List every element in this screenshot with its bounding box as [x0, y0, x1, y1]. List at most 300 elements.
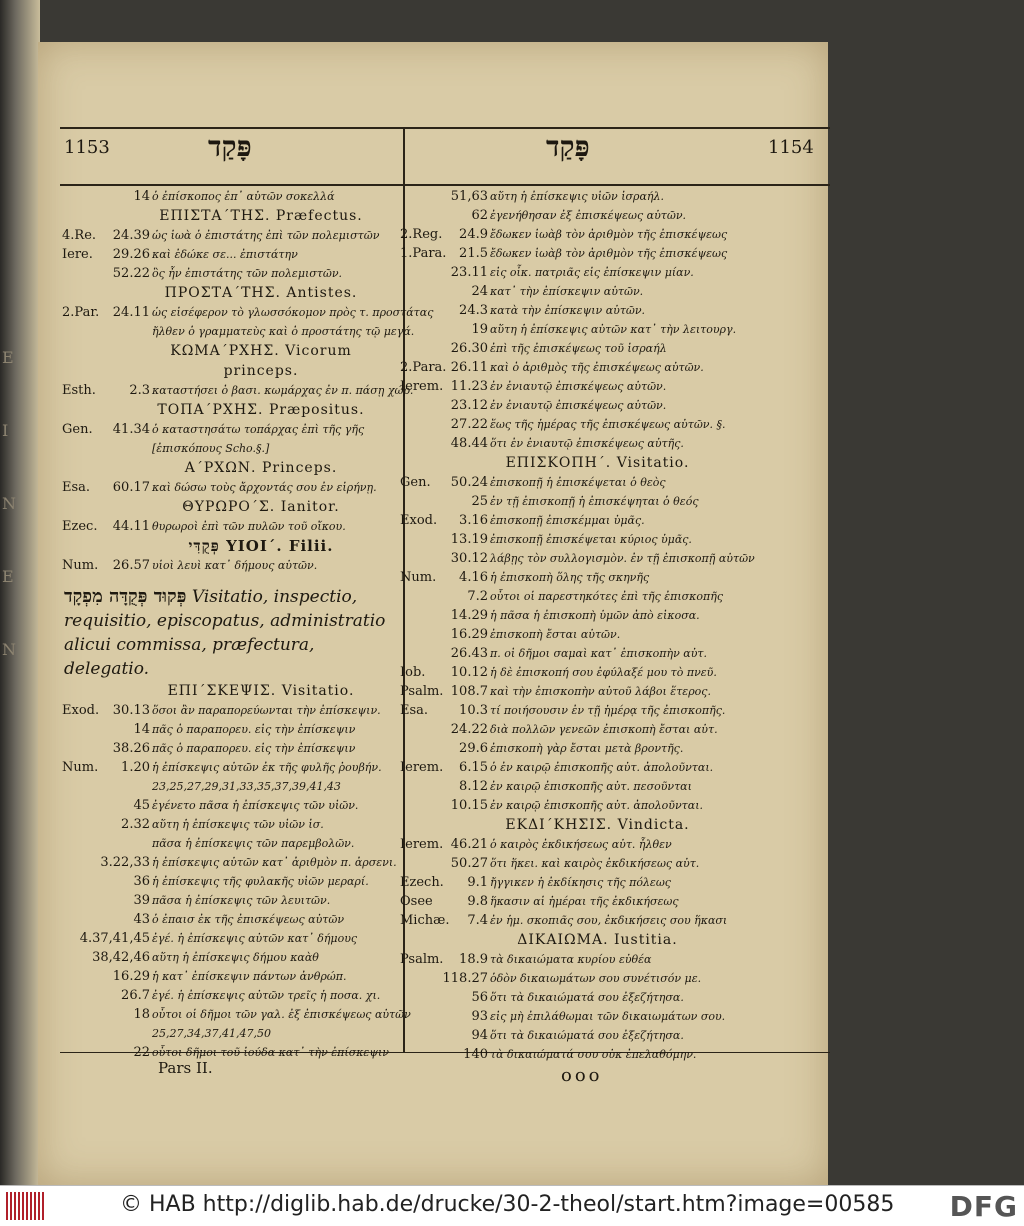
entry-heading: ΠΡΟΣΤΑ΄ΤΗΣ. Antistes.: [164, 285, 358, 301]
concordance-row: [62, 834, 400, 853]
verse-reference: [400, 530, 488, 549]
concordance-row: [400, 682, 735, 701]
verse-number: 44.11: [112, 519, 150, 534]
verse-number: 52.22: [112, 266, 150, 281]
concordance-row: [400, 358, 735, 377]
concordance-row: [62, 910, 400, 929]
concordance-row: [62, 187, 400, 206]
left-hebrew-heading: פָּקַד: [208, 130, 252, 163]
concordance-row: [62, 245, 400, 264]
verse-number: 60.17: [112, 480, 150, 495]
greek-quotation: λάβῃς τὸν συλλογισμὸν. ἐν τῇ ἐπισκοπῇ αὐτῶν: [490, 552, 755, 565]
concordance-row: [62, 226, 400, 245]
verse-reference: [400, 1045, 488, 1064]
verse-reference: [400, 244, 488, 263]
verse-reference: [400, 950, 488, 969]
verse-number: 26.43: [450, 646, 488, 661]
concordance-row: [400, 244, 735, 263]
verse-number: 26.30: [450, 341, 488, 356]
verse-number: 48.44: [450, 436, 488, 451]
concordance-row: [62, 420, 400, 439]
greek-quotation: ὁ καταστησάτω τοπάρχας ἐπὶ τῆς γῆς: [152, 423, 365, 436]
verse-number: 18: [133, 1007, 150, 1022]
greek-quotation: ἡ ἐπισκοπὴ ὅλης τῆς σκηνῆς: [490, 571, 650, 584]
book-name: Gen.: [62, 422, 93, 437]
book-name: Psalm.: [400, 952, 444, 967]
verse-number: 9.1: [467, 875, 488, 890]
concordance-row: [400, 644, 735, 663]
lemma-hebrew: פְּקוּד פְּקֻדָּה מִפְקָד: [64, 586, 187, 607]
verse-reference: [400, 873, 488, 892]
verse-reference: [400, 339, 488, 358]
concordance-row: [400, 1045, 735, 1064]
concordance-row: [400, 187, 735, 206]
greek-quotation: ἐγέ. ἡ ἐπίσκεψις αὐτῶν κατ᾽ δήμους: [152, 932, 358, 945]
verse-number: 7.4: [467, 913, 488, 928]
verse-number: 2.32: [121, 817, 150, 832]
concordance-row: [62, 777, 400, 796]
greek-quotation: ἡ ἐπίσκεψις αὐτῶν κατ᾽ ἀριθμὸν π. ἀρσενι.: [152, 856, 397, 869]
verse-number: 38,42,46: [92, 950, 150, 965]
verse-number: 9.8: [467, 894, 488, 909]
greek-quotation: αὕτη ἡ ἐπίσκεψις τῶν υἱῶν ἰσ.: [152, 818, 324, 831]
concordance-row: [400, 796, 735, 815]
verse-number: 50.27: [450, 856, 488, 871]
lemma-paragraph: [62, 575, 400, 681]
verse-number: 140: [463, 1047, 488, 1062]
greek-quotation: ὁδὸν δικαιωμάτων σου συνέτισόν με.: [490, 972, 702, 985]
greek-quotation: διὰ πολλῶν γενεῶν ἐπισκοπὴ ἔσται αὐτ.: [490, 723, 718, 736]
verse-reference: [62, 720, 150, 739]
concordance-row: [400, 758, 735, 777]
entry-heading: ΕΠΙΣΤΑ΄ΤΗΣ. Præfectus.: [159, 208, 363, 224]
concordance-row: [400, 701, 735, 720]
right-entries: [400, 187, 755, 1064]
verse-reference: [400, 720, 488, 739]
concordance-row: [400, 663, 735, 682]
greek-quotation: ὁ καιρὸς ἐκδικήσεως αὐτ. ἦλθεν: [490, 838, 672, 851]
greek-quotation: κατ᾽ τὴν ἐπίσκεψιν αὐτῶν.: [490, 285, 644, 298]
concordance-row: [62, 517, 400, 536]
verse-reference: [400, 263, 488, 282]
left-page-number: 1153: [64, 137, 110, 158]
verse-number: 36: [133, 874, 150, 889]
greek-quotation: εἰς μὴ ἐπιλάθωμαι τῶν δικαιωμάτων σου.: [490, 1010, 726, 1023]
greek-quotation: ἕως τῆς ἡμέρας τῆς ἐπισκέψεως αὐτῶν. §.: [490, 418, 726, 431]
book-page: [38, 42, 828, 1185]
header-rule: [60, 184, 830, 186]
greek-quotation: ὡς εἰσέφερον τὸ γλωσσόκομον πρὸς τ. προστάτας: [152, 306, 434, 319]
verse-number: 45: [133, 798, 150, 813]
greek-quotation: πᾶσα ἡ ἐπίσκεψις τῶν λευιτῶν.: [152, 894, 331, 907]
verse-reference: [400, 415, 488, 434]
verse-reference: [62, 517, 150, 536]
concordance-row: [400, 473, 735, 492]
concordance-row: [62, 1005, 411, 1024]
verse-number: 10.15: [450, 798, 488, 813]
concordance-row: [400, 511, 735, 530]
verse-reference: [62, 815, 150, 834]
viewer-footer: [0, 1185, 1024, 1226]
verse-reference: [62, 245, 150, 264]
verse-number: 24.9: [459, 227, 488, 242]
concordance-row: [400, 282, 735, 301]
book-name: Osee: [400, 894, 433, 909]
concordance-row: [62, 739, 400, 758]
verse-number: 4.37,41,45: [79, 931, 150, 946]
verse-reference: [400, 969, 488, 988]
verse-number: 25: [471, 494, 488, 509]
concordance-row: [400, 263, 735, 282]
greek-quotation: ἐπισκοπὴ γὰρ ἔσται μετὰ βροντῆς.: [490, 742, 684, 755]
verse-reference: [62, 796, 150, 815]
concordance-row: [400, 606, 735, 625]
verse-reference: [400, 854, 488, 873]
greek-quotation: 25,27,34,37,41,47,50: [152, 1027, 271, 1040]
signature-mark: ooo: [561, 1065, 603, 1086]
concordance-row: [400, 1026, 735, 1045]
verse-number: 94: [471, 1028, 488, 1043]
verse-number: 46.21: [450, 837, 488, 852]
verse-number: 26.7: [121, 988, 150, 1003]
entry-heading: ΔΙΚΑΙΩΜΑ. Iustitia.: [517, 932, 678, 948]
concordance-row: [62, 701, 400, 720]
concordance-row: [400, 988, 735, 1007]
concordance-row: [400, 911, 735, 930]
greek-quotation: ἔδωκεν ἰωὰβ τὸν ἀριθμὸν τῆς ἐπισκέψεως: [490, 228, 728, 241]
verse-reference: [62, 556, 150, 575]
verse-number: 18.9: [459, 952, 488, 967]
concordance-row: [400, 415, 735, 434]
entry-heading: ΕΚΔΙ΄ΚΗΣΙΣ. Vindicta.: [505, 817, 690, 833]
concordance-row: [62, 264, 400, 283]
verse-number: 16.29: [112, 969, 150, 984]
verse-number: 3.22,33: [100, 855, 150, 870]
verse-reference: [400, 492, 488, 511]
top-rule: [60, 127, 830, 129]
concordance-row: [400, 206, 735, 225]
concordance-row: [62, 720, 400, 739]
greek-quotation: ἐν καιρῷ ἐπισκοπῆς αὐτ. πεσοῦνται: [490, 780, 692, 793]
concordance-row: [400, 969, 735, 988]
greek-quotation: πᾶς ὁ παραπορευ. εἰς τὴν ἐπίσκεψιν: [152, 723, 356, 736]
concordance-row: [62, 1024, 400, 1043]
verse-number: 30.13: [112, 703, 150, 718]
greek-quotation: [ἐπισκόπους Scho.§.]: [152, 442, 270, 455]
concordance-row: [62, 853, 400, 872]
greek-quotation: ἐν τῇ ἐπισκοπῇ ἡ ἐπισκέψηται ὁ θεός: [490, 495, 699, 508]
entry-heading: ΕΠΙΣΚΟΠΗ΄. Visitatio.: [505, 455, 690, 471]
concordance-row: [62, 322, 415, 341]
concordance-row: [62, 872, 400, 891]
greek-quotation: ἡ ἐπίσκεψις τῆς φυλακῆς υἱῶν μεραρί.: [152, 875, 369, 888]
book-name: Ierem.: [400, 379, 444, 394]
greek-quotation: ἐπισκοπῇ ἡ ἐπισκέψεται ὁ θεὸς: [490, 476, 666, 489]
verse-reference: [400, 911, 488, 930]
verse-reference: [400, 377, 488, 396]
verse-number: 3.16: [459, 513, 488, 528]
concordance-row: [400, 835, 735, 854]
concordance-row: [62, 948, 400, 967]
pars-label: Pars II.: [158, 1059, 213, 1077]
concordance-row: [400, 587, 735, 606]
book-name: Esa.: [62, 480, 91, 495]
book-name: Ierem.: [400, 837, 444, 852]
book-name: Ierem.: [400, 760, 444, 775]
greek-quotation: ὅτι ἥκει. καὶ καιρὸς ἐκδικήσεως αὐτ.: [490, 857, 700, 870]
verse-number: 93: [471, 1009, 488, 1024]
greek-quotation: οὗτοι οἱ παρεστηκότες ἐπὶ τῆς ἐπισκοπῆς: [490, 590, 723, 603]
right-page-number: 1154: [768, 137, 814, 158]
greek-quotation: ἐν ἡμ. σκοπιᾶς σου, ἐκδικήσεις σου ἥκασι: [490, 914, 728, 927]
verse-number: 10.3: [459, 703, 488, 718]
verse-reference: [400, 739, 488, 758]
verse-reference: [62, 226, 150, 245]
verse-reference: [62, 478, 150, 497]
concordance-row: [62, 929, 400, 948]
verse-reference: [400, 473, 488, 492]
greek-quotation: ἡ κατ᾽ ἐπίσκεψιν πάντων ἀνθρώπ.: [152, 970, 347, 983]
concordance-row: [400, 396, 735, 415]
verse-reference: [62, 986, 150, 1005]
verse-reference: [400, 835, 488, 854]
verse-reference: [400, 892, 488, 911]
verse-reference: [400, 282, 488, 301]
verse-reference: [400, 701, 488, 720]
verse-number: 41.34: [112, 422, 150, 437]
greek-quotation: ἐν καιρῷ ἐπισκοπῆς αὐτ. ἀπολοῦνται.: [490, 799, 704, 812]
concordance-row: [62, 815, 400, 834]
verse-reference: [400, 1007, 488, 1026]
verse-reference: [400, 777, 488, 796]
greek-quotation: ἥκασιν αἱ ἡμέραι τῆς ἐκδικήσεως: [490, 895, 679, 908]
right-hebrew-heading: פָּקַד: [546, 130, 590, 163]
verse-number: 19: [471, 322, 488, 337]
verse-number: 1.20: [121, 760, 150, 775]
greek-quotation: ἐπὶ τῆς ἐπισκέψεως τοῦ ἰσραήλ: [490, 342, 667, 355]
concordance-row: [400, 950, 735, 969]
greek-quotation: ἐν ἐνιαυτῷ ἐπισκέψεως αὐτῶν.: [490, 399, 667, 412]
book-name: Iob.: [400, 665, 426, 680]
verse-reference: [62, 929, 150, 948]
entry-heading: ΘΥΡΩΡΟ΄Σ. Ianitor.: [182, 499, 340, 515]
verse-number: 108.7: [450, 684, 488, 699]
adjacent-page-letter: I: [2, 421, 9, 440]
greek-quotation: ὅσοι ἂν παραπορεύωνται τὴν ἐπίσκεψιν.: [152, 704, 381, 717]
concordance-row: [62, 891, 400, 910]
verse-number: 29.26: [112, 247, 150, 262]
concordance-row: [400, 625, 735, 644]
lemma-latin: Visitatio, inspectio, requisitio, episcopatus, administratio alicui commissa, præfectura, delegatio.: [64, 587, 386, 679]
verse-reference: [62, 187, 150, 206]
verse-reference: [400, 663, 488, 682]
verse-reference: [400, 682, 488, 701]
verse-reference: [62, 910, 150, 929]
greek-quotation: υἱοὶ λευὶ κατ᾽ δήμους αὐτῶν.: [152, 559, 318, 572]
greek-quotation: καὶ δώσω τοὺς ἄρχοντάς σου ἐν εἰρήνῃ.: [152, 481, 377, 494]
greek-quotation: οὗτοι δῆμοι τοῦ ἰούδα κατ᾽ τὴν ἐπίσκεψιν: [152, 1046, 389, 1059]
verse-reference: [400, 225, 488, 244]
verse-number: 22: [133, 1045, 150, 1060]
entry-heading: פְּקֻדִּי ΥΙΟΙ΄. Filii.: [188, 537, 334, 555]
verse-number: 10.12: [450, 665, 488, 680]
verse-number: 16.29: [450, 627, 488, 642]
greek-quotation: ἤλθεν ὁ γραμματεὺς καὶ ὁ προστάτης τῷ μεγά.: [152, 325, 415, 338]
greek-quotation: αὕτη ἡ ἐπίσκεψις υἱῶν ἰσραήλ.: [490, 190, 664, 203]
verse-number: 23.11: [450, 265, 488, 280]
copyright-link[interactable]: © HAB http://diglib.hab.de/drucke/30-2-theol/start.htm?image=00585: [120, 1192, 895, 1217]
greek-quotation: αὕτη ἡ ἐπίσκεψις αὐτῶν κατ᾽ τὴν λειτουργ.: [490, 323, 737, 336]
greek-quotation: ὅτι τὰ δικαιώματά σου ἐξεζήτησα.: [490, 991, 684, 1004]
verse-reference: [62, 967, 150, 986]
adjacent-page-letter: N: [2, 640, 16, 659]
greek-quotation: ὅτι ἐν ἐνιαυτῷ ἐπισκέψεως αὐτῆς.: [490, 437, 684, 450]
verse-reference: [62, 891, 150, 910]
left-entries-2: [62, 681, 411, 1062]
verse-reference: [400, 1026, 488, 1045]
greek-quotation: ἔδωκεν ἰωὰβ τὸν ἀριθμὸν τῆς ἐπισκέψεως: [490, 247, 728, 260]
book-name: Michæ.: [400, 913, 450, 928]
concordance-row: [62, 796, 400, 815]
right-column: [400, 187, 755, 1064]
dfg-logo: DFG: [949, 1190, 1018, 1223]
greek-quotation: ἐπισκοπῇ ἐπισκέμμαι ὑμᾶς.: [490, 514, 645, 527]
verse-number: 50.24: [450, 475, 488, 490]
verse-number: 62: [471, 208, 488, 223]
concordance-row: [400, 777, 735, 796]
book-name: Gen.: [400, 475, 431, 490]
greek-quotation: ὡς ἰωὰ ὁ ἐπιστάτης ἐπὶ τῶν πολεμιστῶν: [152, 229, 380, 242]
book-name: Num.: [62, 558, 99, 573]
greek-quotation: αὕτη ἡ ἐπίσκεψις δήμου καὰθ: [152, 951, 319, 964]
concordance-row: [62, 439, 400, 458]
verse-number: 24.22: [450, 722, 488, 737]
verse-reference: [400, 358, 488, 377]
verse-reference: [400, 988, 488, 1007]
concordance-row: [62, 303, 434, 322]
verse-number: 7.2: [467, 589, 488, 604]
concordance-row: [400, 320, 735, 339]
verse-reference: [400, 568, 488, 587]
greek-quotation: θυρωροὶ ἐπὶ τῶν πυλῶν τοῦ οἴκου.: [152, 520, 346, 533]
concordance-row: [400, 434, 735, 453]
book-name: Psalm.: [400, 684, 444, 699]
verse-reference: [62, 853, 150, 872]
verse-reference: [62, 381, 150, 400]
book-name: 2.Para.: [400, 360, 447, 375]
greek-quotation: οὗτοι οἱ δῆμοι τῶν γαλ. ἐξ ἐπισκέψεως αὐτῶν: [152, 1008, 411, 1021]
greek-quotation: καὶ ὁ ἀριθμὸς τῆς ἐπισκέψεως αὐτῶν.: [490, 361, 704, 374]
concordance-row: [400, 1007, 735, 1026]
verse-number: 24.3: [459, 303, 488, 318]
concordance-row: [400, 892, 735, 911]
verse-reference: [62, 1043, 150, 1062]
greek-quotation: καταστήσει ὁ βασι. κωμάρχας ἐν π. πάσῃ χώρ.: [152, 384, 414, 397]
book-name: 1.Para.: [400, 246, 447, 261]
book-name: 4.Re.: [62, 228, 97, 243]
book-name: Ezech.: [400, 875, 444, 890]
verse-number: 27.22: [450, 417, 488, 432]
greek-quotation: ἐγενήθησαν ἐξ ἐπισκέψεως αὐτῶν.: [490, 209, 687, 222]
verse-reference: [62, 872, 150, 891]
verse-reference: [400, 587, 488, 606]
verse-reference: [62, 1005, 150, 1024]
greek-quotation: ἤγγικεν ἡ ἐκδίκησις τῆς πόλεως: [490, 876, 671, 889]
book-name: Exod.: [62, 703, 100, 718]
verse-reference: [62, 264, 150, 283]
library-logo-icon: [6, 1192, 44, 1220]
verse-reference: [62, 758, 150, 777]
concordance-row: [400, 854, 735, 873]
concordance-row: [400, 492, 735, 511]
greek-quotation: πᾶσα ἡ ἐπίσκεψις τῶν παρεμβολῶν.: [152, 837, 355, 850]
verse-reference: [400, 511, 488, 530]
verse-number: 56: [471, 990, 488, 1005]
concordance-row: [400, 225, 735, 244]
verse-number: 14: [133, 722, 150, 737]
greek-quotation: κατὰ τὴν ἐπίσκεψιν αὐτῶν.: [490, 304, 646, 317]
concordance-row: [400, 739, 735, 758]
verse-number: 11.23: [450, 379, 488, 394]
concordance-row: [400, 873, 735, 892]
greek-quotation: ὅτι τὰ δικαιώματά σου ἐξεζήτησα.: [490, 1029, 684, 1042]
book-name: Num.: [400, 570, 437, 585]
entry-heading: Α΄ΡΧΩΝ. Princeps.: [184, 460, 338, 476]
verse-number: 26.57: [112, 558, 150, 573]
greek-quotation: ἐγέ. ἡ ἐπίσκεψις αὐτῶν τρεῖς ἡ ποσα. χι.: [152, 989, 381, 1002]
adjacent-page-strip: [0, 340, 36, 740]
book-name: Num.: [62, 760, 99, 775]
verse-number: 14: [133, 189, 150, 204]
verse-number: 26.11: [450, 360, 488, 375]
greek-quotation: ὁ ἐπαισ ἐκ τῆς ἐπισκέψεως αὐτῶν: [152, 913, 345, 926]
verse-reference: [400, 625, 488, 644]
book-name: Esa.: [400, 703, 429, 718]
greek-quotation: καὶ ἐδώκε σε... ἐπιστάτην: [152, 248, 298, 261]
concordance-row: [400, 720, 735, 739]
verse-reference: [62, 701, 150, 720]
greek-quotation: καὶ τὴν ἐπισκοπὴν αὐτοῦ λάβοι ἕτερος.: [490, 685, 711, 698]
verse-reference: [400, 758, 488, 777]
verse-number: 30.12: [450, 551, 488, 566]
verse-reference: [62, 420, 150, 439]
greek-quotation: ἐν ἐνιαυτῷ ἐπισκέψεως αὐτῶν.: [490, 380, 667, 393]
concordance-row: [62, 381, 414, 400]
verse-reference: [400, 549, 488, 568]
concordance-row: [400, 568, 735, 587]
verse-reference: [400, 320, 488, 339]
greek-quotation: 23,25,27,29,31,33,35,37,39,41,43: [152, 780, 341, 793]
verse-number: 13.19: [450, 532, 488, 547]
verse-reference: [400, 796, 488, 815]
greek-quotation: ὃς ἦν ἐπιστάτης τῶν πολεμιστῶν.: [152, 267, 343, 280]
greek-quotation: εἰς οἶκ. πατριᾶς εἰς ἐπίσκεψιν μίαν.: [490, 266, 694, 279]
book-name: 2.Reg.: [400, 227, 443, 242]
concordance-row: [400, 549, 755, 568]
concordance-row: [62, 1043, 400, 1062]
verse-number: 118.27: [442, 971, 488, 986]
verse-reference: [400, 187, 488, 206]
verse-number: 38.26: [112, 741, 150, 756]
greek-quotation: τὰ δικαιώματα κυρίου εὐθέα: [490, 953, 652, 966]
verse-reference: [400, 434, 488, 453]
verse-number: 14.29: [450, 608, 488, 623]
verse-number: 29.6: [459, 741, 488, 756]
greek-quotation: π. οἱ δῆμοι σαμαὶ κατ᾽ ἐπισκοπὴν αὐτ.: [490, 647, 707, 660]
verse-number: 23.12: [450, 398, 488, 413]
verse-reference: [62, 303, 150, 322]
greek-quotation: ἡ πᾶσα ἡ ἐπισκοπὴ ὑμῶν ἀπὸ εἰκοσα.: [490, 609, 700, 622]
